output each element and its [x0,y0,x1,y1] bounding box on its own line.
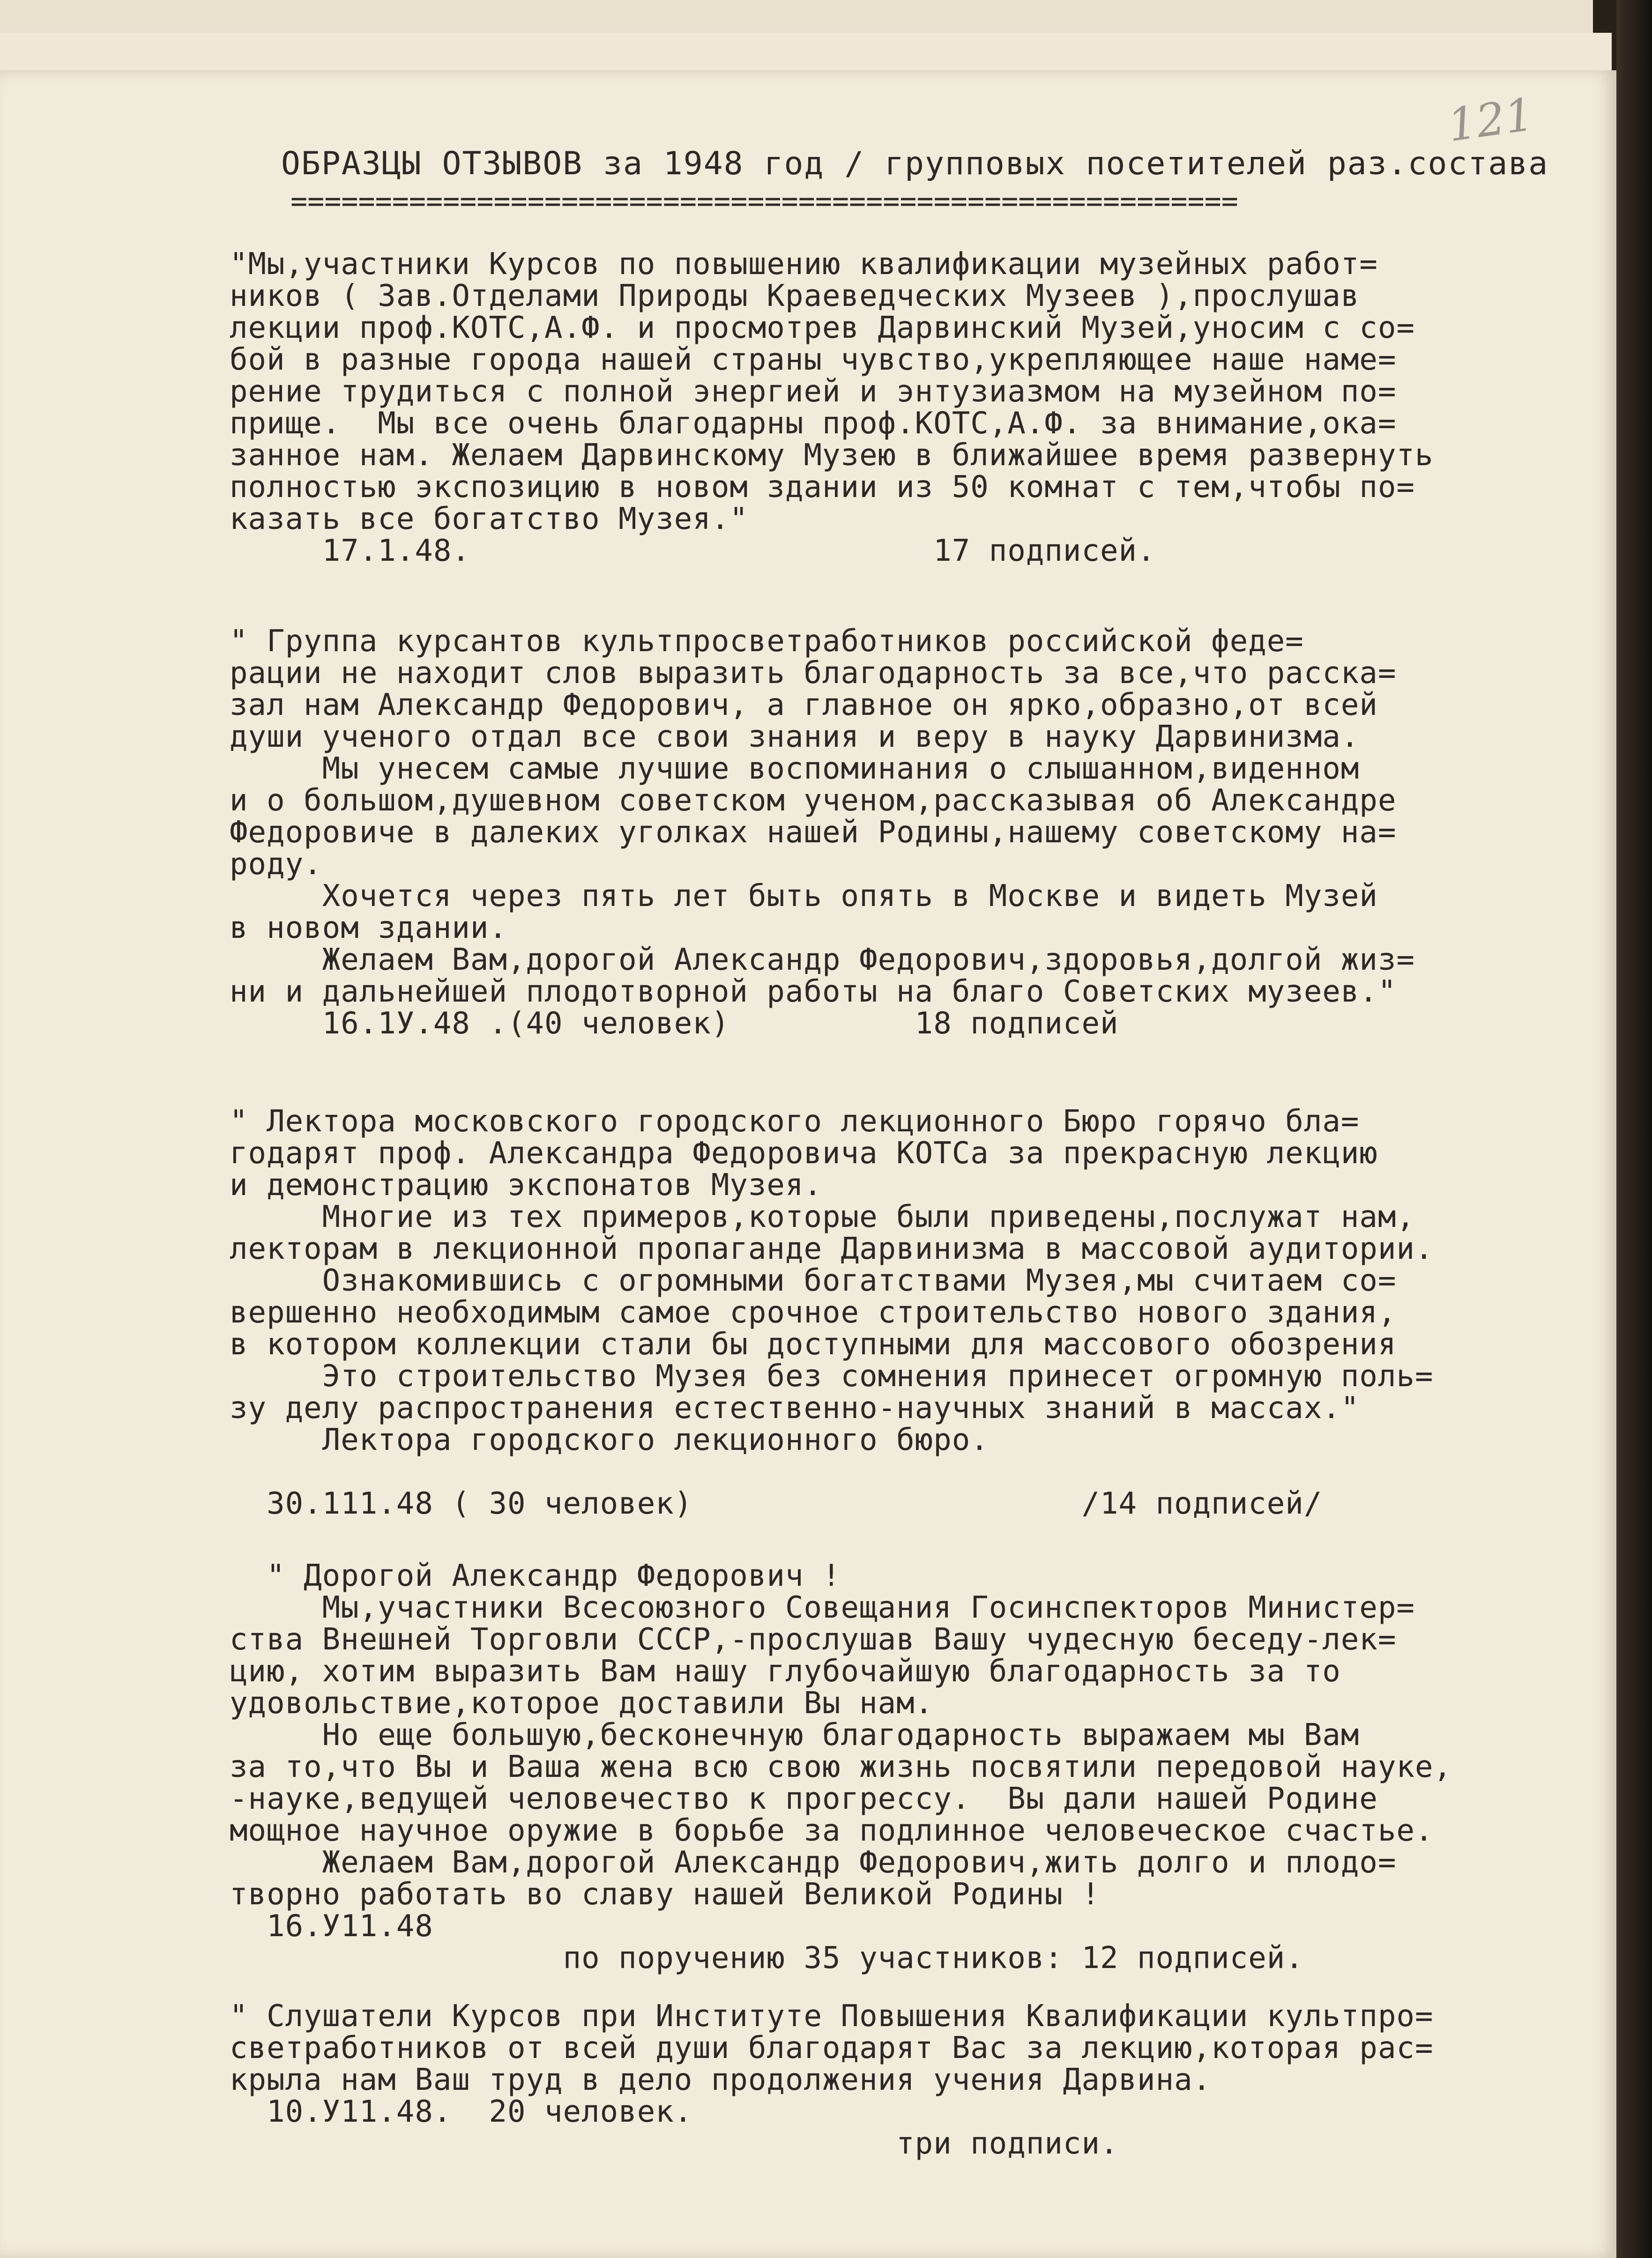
review-line: " Лектора московского городского лекционного Бюро горячо бла= [230,1104,1360,1139]
binding-spine [1616,0,1652,2258]
review-line: зал нам Александр Федорович, а главное он ярко,образно,от всей [230,688,1378,722]
review-line: Ознакомившись с огромными богатствами Музея,мы считаем со= [230,1263,1397,1298]
review-line: бой в разные города нашей страны чувство,укрепляющее наше наме= [230,342,1397,377]
review-line: Хочется через пять лет быть опять в Москве и видеть Музей [230,879,1378,914]
review-line: в новом здании. [230,911,507,945]
review-line: Но еще большую,бесконечную благодарность выражаем мы Вам [230,1718,1360,1753]
review-line: зу делу распространения естественно-научных знаний в массах." [230,1391,1360,1426]
review-5 [230,2000,1434,2160]
review-2 [230,625,1415,1040]
review-line: 17.1.48. 17 подписей. [230,534,1156,568]
review-line: роду. [230,847,322,882]
review-line: три подписи. [230,2126,1119,2161]
review-line: ства Внешней Торговли СССР,-прослушав Вашу чудесную беседу-лек= [230,1622,1397,1657]
review-line: по поручению 35 участников: 12 подписей. [230,1941,1304,1976]
review-line: 30.111.48 ( 30 человек) /14 подписей/ [230,1486,1323,1521]
review-line: крыла нам Ваш труд в дело продолжения учения Дарвина. [230,2063,1212,2097]
review-line: "Мы,участники Курсов по повышению квалификации музейных работ= [230,247,1378,282]
review-3 [230,1106,1434,1520]
review-line: за то,что Вы и Ваша жена всю свою жизнь посвятили передовой науке, [230,1750,1452,1784]
review-line: светработников от всей души благодарят Вас за лекцию,которая рас= [230,2031,1434,2065]
review-line: Федоровиче в далеких уголках нашей Родины,нашему советскому на= [230,815,1397,850]
underlying-sheet-2 [0,33,1612,72]
review-line: ни и дальнейшей плодотворной работы на благо Советских музеев." [230,974,1397,1009]
review-line: -науке,ведущей человечество к прогрессу. Вы дали нашей Родине [230,1782,1378,1816]
review-line: творно работать во славу нашей Великой Родины ! [230,1877,1100,1912]
review-line: и демонстрацию экспонатов Музея. [230,1168,822,1203]
review-line: Это строительство Музея без сомнения принесет огромную поль= [230,1359,1434,1394]
review-line: " Дорогой Александр Федорович ! [230,1559,841,1593]
review-line: годарят проф. Александра Федоровича КОТСа за прекрасную лекцию [230,1136,1378,1171]
review-line: занное нам. Желаем Дарвинскому Музею в ближайшее время развернуть [230,438,1434,473]
review-line: души ученого отдал все свои знания и веру в науку Дарвинизма. [230,720,1360,754]
review-line: ников ( Зав.Отделами Природы Краеведческих Музеев ),прослушав [230,279,1360,313]
title-underline-rule: ======================================================== [290,185,1238,218]
review-line: мощное научное оружие в борьбе за подлинное человеческое счастье. [230,1813,1434,1848]
review-line: прище. Мы все очень благодарны проф.КОТС,А.Ф. за внимание,ока= [230,406,1397,441]
review-line: 16.1У.48 .(40 человек) 18 подписей [230,1006,1119,1041]
review-1 [230,248,1434,567]
review-line: лекции проф.КОТС,А.Ф. и просмотрев Дарвинский Музей,уносим с со= [230,311,1415,345]
review-line: Мы унесем самые лучшие воспоминания о слышанном,виденном [230,751,1360,786]
review-line: 10.У11.48. 20 человек. [230,2095,693,2129]
review-line: полностью экспозицию в новом здании из 50 комнат с тем,чтобы по= [230,470,1415,505]
review-line: Желаем Вам,дорогой Александр Федорович,здоровья,долгой жиз= [230,943,1415,977]
review-line: и о большом,душевном советском ученом,рассказывая об Александре [230,783,1397,818]
review-line: " Группа курсантов культпросветработников российской феде= [230,624,1304,659]
review-line: Лектора городского лекционного бюро. [230,1423,989,1457]
review-line: рение трудиться с полной энергией и энтузиазмом на музейном по= [230,374,1397,409]
review-line: Мы,участники Всесоюзного Совещания Госинспекторов Министер= [230,1590,1415,1625]
review-line: Желаем Вам,дорогой Александр Федорович,жить долго и плодо= [230,1845,1397,1880]
review-line: цию, хотим выразить Вам нашу глубочайшую благодарность за то [230,1654,1341,1689]
review-line [230,1456,1434,1488]
review-line: лекторам в лекционной пропаганде Дарвинизма в массовой аудитории. [230,1232,1434,1266]
underlying-sheet [0,0,1593,34]
review-line: " Слушатели Курсов при Институте Повышения Квалификации культпро= [230,1999,1434,2034]
review-line: вершенно необходимым самое срочное строительство нового здания, [230,1295,1397,1330]
review-4 [230,1560,1452,1974]
page-folio-number: 121 [1444,88,1537,152]
review-line: 16.У11.48 [230,1909,433,1944]
review-line: в котором коллекции стали бы доступными для массового обозрения [230,1327,1397,1362]
document-title: ОБРАЗЦЫ ОТЗЫВОВ за 1948 год / групповых посетителей раз.состава [281,145,1549,182]
review-line: казать все богатство Музея." [230,502,748,536]
review-line: удовольствие,которое доставили Вы нам. [230,1686,934,1721]
review-line: Многие из тех примеров,которые были приведены,послужат нам, [230,1200,1415,1234]
review-line: рации не находит слов выразить благодарность за все,что расска= [230,656,1397,691]
